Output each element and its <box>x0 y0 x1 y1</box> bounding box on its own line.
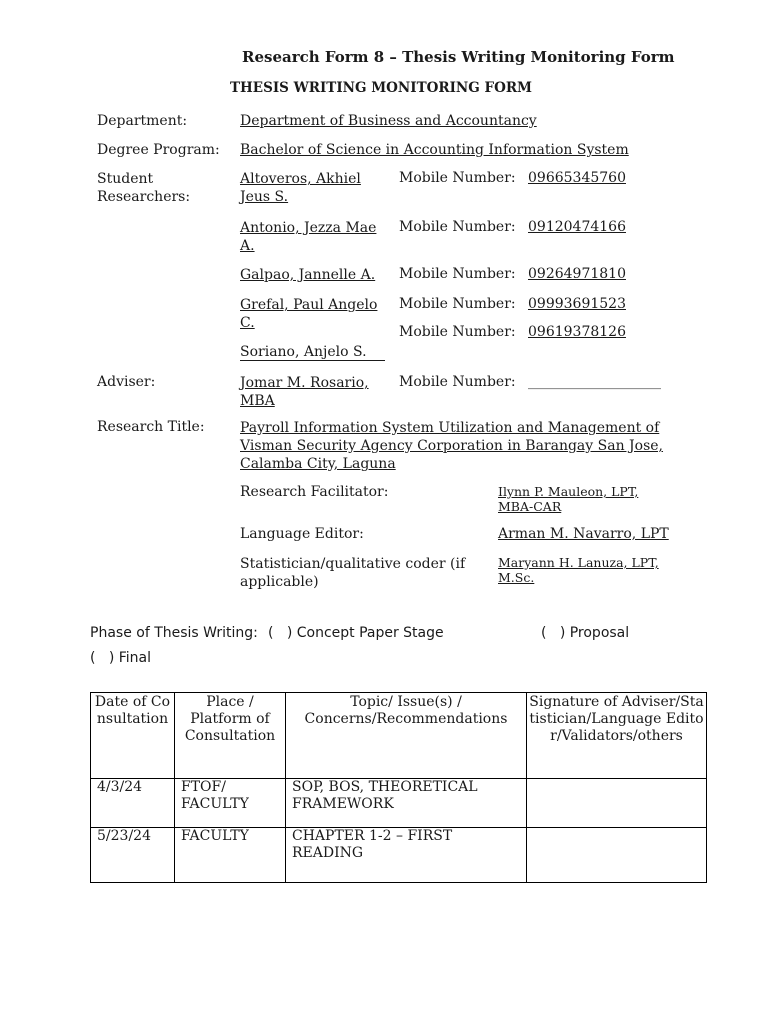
phase-concept-option[interactable]: ( ) Concept Paper Stage <box>268 625 444 641</box>
cell-place: FTOF/ FACULTY <box>175 779 286 828</box>
adviser-label: Adviser: <box>97 374 156 390</box>
header-place: Place / Platform of Consultation <box>175 693 286 779</box>
statistician-label: Statistician/qualitative coder (if applicable) <box>240 556 466 590</box>
degree-value: Bachelor of Science in Accounting Information System <box>240 142 629 158</box>
adviser-value: Jomar M. Rosario, MBA <box>240 375 369 409</box>
student-mobile: 09120474166 <box>528 219 626 235</box>
phase-label: Phase of Thesis Writing: <box>90 625 258 641</box>
mobile-label: Mobile Number: <box>399 219 516 235</box>
students-label: Student Researchers: <box>97 171 191 205</box>
mobile-label: Mobile Number: <box>399 296 516 312</box>
header-topic: Topic/ Issue(s) / Concerns/Recommendations <box>286 693 527 779</box>
form-subtitle: THESIS WRITING MONITORING FORM <box>230 80 533 96</box>
department-value: Department of Business and Accountancy <box>240 113 537 129</box>
table-header-row <box>91 693 707 779</box>
facilitator-label: Research Facilitator: <box>240 484 389 500</box>
consultation-table <box>90 692 707 883</box>
statistician-value: Maryann H. Lanuza, LPT, M.Sc. <box>498 555 659 585</box>
student-mobile: 09619378126 <box>528 324 626 340</box>
phase-proposal-option[interactable]: ( ) Proposal <box>541 625 630 641</box>
adviser-mobile: ___________________ <box>528 374 661 390</box>
header-date: Date of Consultation <box>91 693 175 779</box>
student-mobile: 09993691523 <box>528 296 626 312</box>
student-name: Antonio, Jezza Mae A. <box>240 220 377 254</box>
student-name: Soriano, Anjelo S. <box>240 344 385 361</box>
mobile-label: Mobile Number: <box>399 374 516 390</box>
mobile-label: Mobile Number: <box>399 170 516 186</box>
student-mobile: 09264971810 <box>528 266 626 282</box>
title-value: Payroll Information System Utilization and Management of Visman Security Agency Corporation in Barangay San Jose, Calamba City, Laguna <box>240 420 664 472</box>
cell-date: 4/3/24 <box>91 779 175 828</box>
editor-label: Language Editor: <box>240 526 364 542</box>
mobile-label: Mobile Number: <box>399 324 516 340</box>
form-title: Research Form 8 – Thesis Writing Monitoring Form <box>242 48 675 66</box>
table-row <box>91 828 707 883</box>
student-name: Galpao, Jannelle A. <box>240 267 376 283</box>
cell-topic: CHAPTER 1-2 – FIRST READING <box>286 828 527 883</box>
table-row <box>91 779 707 828</box>
cell-signature[interactable] <box>527 779 707 828</box>
phase-final-option[interactable]: ( ) Final <box>90 650 151 666</box>
cell-topic: SOP, BOS, THEORETICAL FRAMEWORK <box>286 779 527 828</box>
student-name: Altoveros, Akhiel Jeus S. <box>240 171 361 205</box>
student-mobile: 09665345760 <box>528 170 626 186</box>
mobile-label: Mobile Number: <box>399 266 516 282</box>
cell-place: FACULTY <box>175 828 286 883</box>
cell-signature[interactable] <box>527 828 707 883</box>
facilitator-value: Ilynn P. Mauleon, LPT, MBA-CAR <box>498 484 639 514</box>
title-label: Research Title: <box>97 419 205 435</box>
department-label: Department: <box>97 113 188 129</box>
header-signature: Signature of Adviser/Statistician/Language Editor/Validators/others <box>527 693 707 779</box>
student-name: Grefal, Paul Angelo C. <box>240 297 378 331</box>
cell-date: 5/23/24 <box>91 828 175 883</box>
editor-value: Arman M. Navarro, LPT <box>498 526 669 542</box>
degree-label: Degree Program: <box>97 142 220 158</box>
